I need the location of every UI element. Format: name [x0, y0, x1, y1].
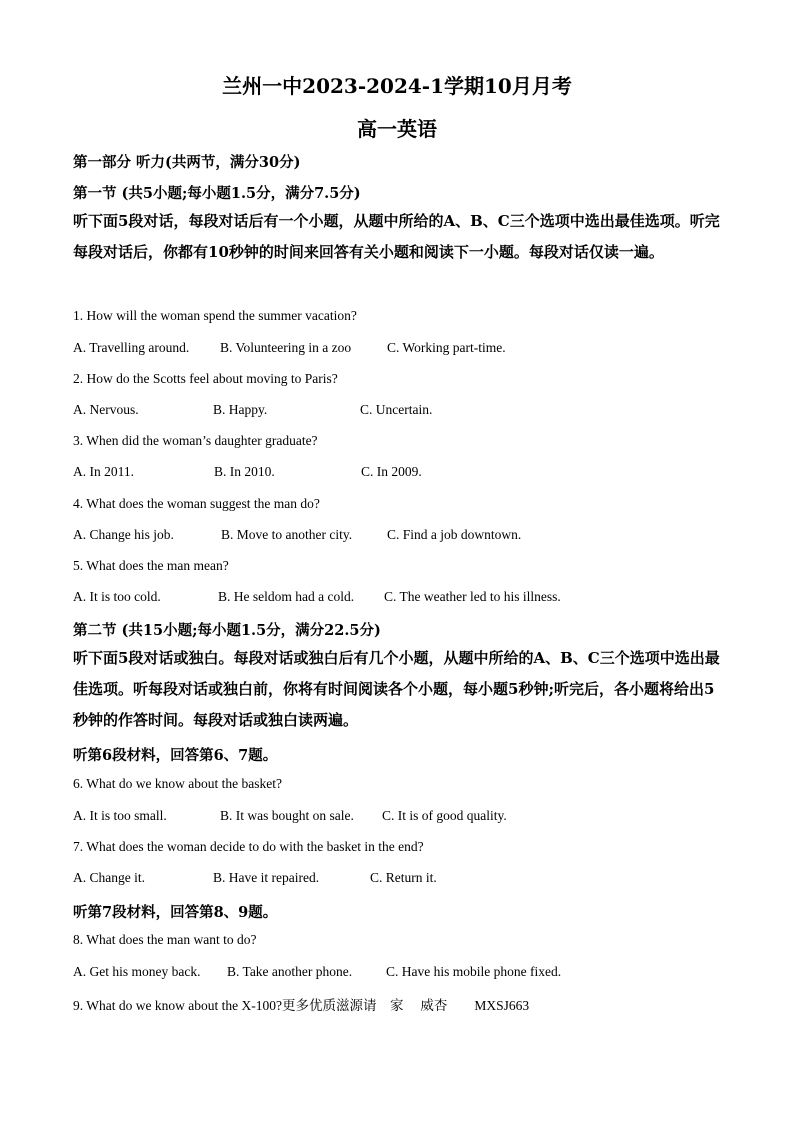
question-9: 9. What do we know about the X-100?更多优质滋源请 家 威杏 MXSJ663: [73, 998, 530, 1013]
q1-option-a: A. Travelling around.: [73, 340, 190, 355]
q8-option-c: C. Have his mobile phone fixed.: [386, 964, 562, 979]
q4-option-b: B. Move to another city.: [221, 527, 353, 542]
part1-heading: 第一部分 听力(共两节，满分30分): [73, 154, 301, 171]
q5-option-c: C. The weather led to his illness.: [384, 589, 561, 604]
section2-heading: 第二节 (共15小题;每小题1.5分，满分22.5分): [73, 622, 381, 639]
q6-option-b: B. It was bought on sale.: [220, 808, 354, 823]
q7-option-b: B. Have it repaired.: [213, 870, 320, 885]
question-1: 1. How will the woman spend the summer vacation?: [73, 308, 357, 323]
question-4: 4. What does the woman suggest the man do?: [73, 496, 320, 511]
exam-title: 兰州一中2023-2024-1学期10月月考: [222, 74, 572, 98]
question-3: 3. When did the woman’s daughter graduate?: [73, 433, 318, 448]
q3-option-b: B. In 2010.: [214, 464, 275, 479]
q8-option-b: B. Take another phone.: [227, 964, 353, 979]
q4-option-a: A. Change his job.: [73, 527, 174, 542]
material-7-heading: 听第7段材料，回答第8、9题。: [73, 904, 278, 921]
q1-option-b: B. Volunteering in a zoo: [220, 340, 352, 355]
q3-option-a: A. In 2011.: [73, 464, 134, 479]
material-6-heading: 听第6段材料，回答第6、7题。: [73, 747, 278, 764]
q8-option-a: A. Get his money back.: [73, 964, 201, 979]
q6-option-a: A. It is too small.: [73, 808, 167, 823]
q7-option-a: A. Change it.: [73, 870, 145, 885]
q4-option-c: C. Find a job downtown.: [387, 527, 522, 542]
question-5: 5. What does the man mean?: [73, 558, 229, 573]
section2-instructions: 听下面5段对话或独白。每段对话或独白后有几个小题，从题中所给的A、B、C三个选项中选出最佳选项。听每段对话或独白前，你将有时间阅读各个小题，每小题5秒钟;听完后，各小题将给出5秒钟的作答时间。每段对话或独白读两遍。: [73, 649, 720, 729]
q6-option-c: C. It is of good quality.: [382, 808, 507, 823]
q5-option-a: A. It is too cold.: [73, 589, 161, 604]
q2-option-a: A. Nervous.: [73, 402, 139, 417]
section1-heading: 第一节 (共5小题;每小题1.5分，满分7.5分): [73, 185, 361, 202]
q5-option-b: B. He seldom had a cold.: [218, 589, 355, 604]
section1-instructions: 听下面5段对话，每段对话后有一个小题，从题中所给的A、B、C三个选项中选出最佳选项。听完每段对话后，你都有10秒钟的时间来回答有关小题和阅读下一小题。每段对话仅读一遍。: [73, 212, 720, 261]
question-6: 6. What do we know about the basket?: [73, 776, 282, 791]
q2-option-c: C. Uncertain.: [360, 402, 433, 417]
q7-option-c: C. Return it.: [370, 870, 437, 885]
q3-option-c: C. In 2009.: [361, 464, 422, 479]
question-7: 7. What does the woman decide to do with the basket in the end?: [73, 839, 424, 854]
q2-option-b: B. Happy.: [213, 402, 268, 417]
exam-subtitle: 高一英语: [357, 117, 437, 141]
question-2: 2. How do the Scotts feel about moving to Paris?: [73, 371, 338, 386]
question-8: 8. What does the man want to do?: [73, 932, 257, 947]
q1-option-c: C. Working part-time.: [387, 340, 506, 355]
